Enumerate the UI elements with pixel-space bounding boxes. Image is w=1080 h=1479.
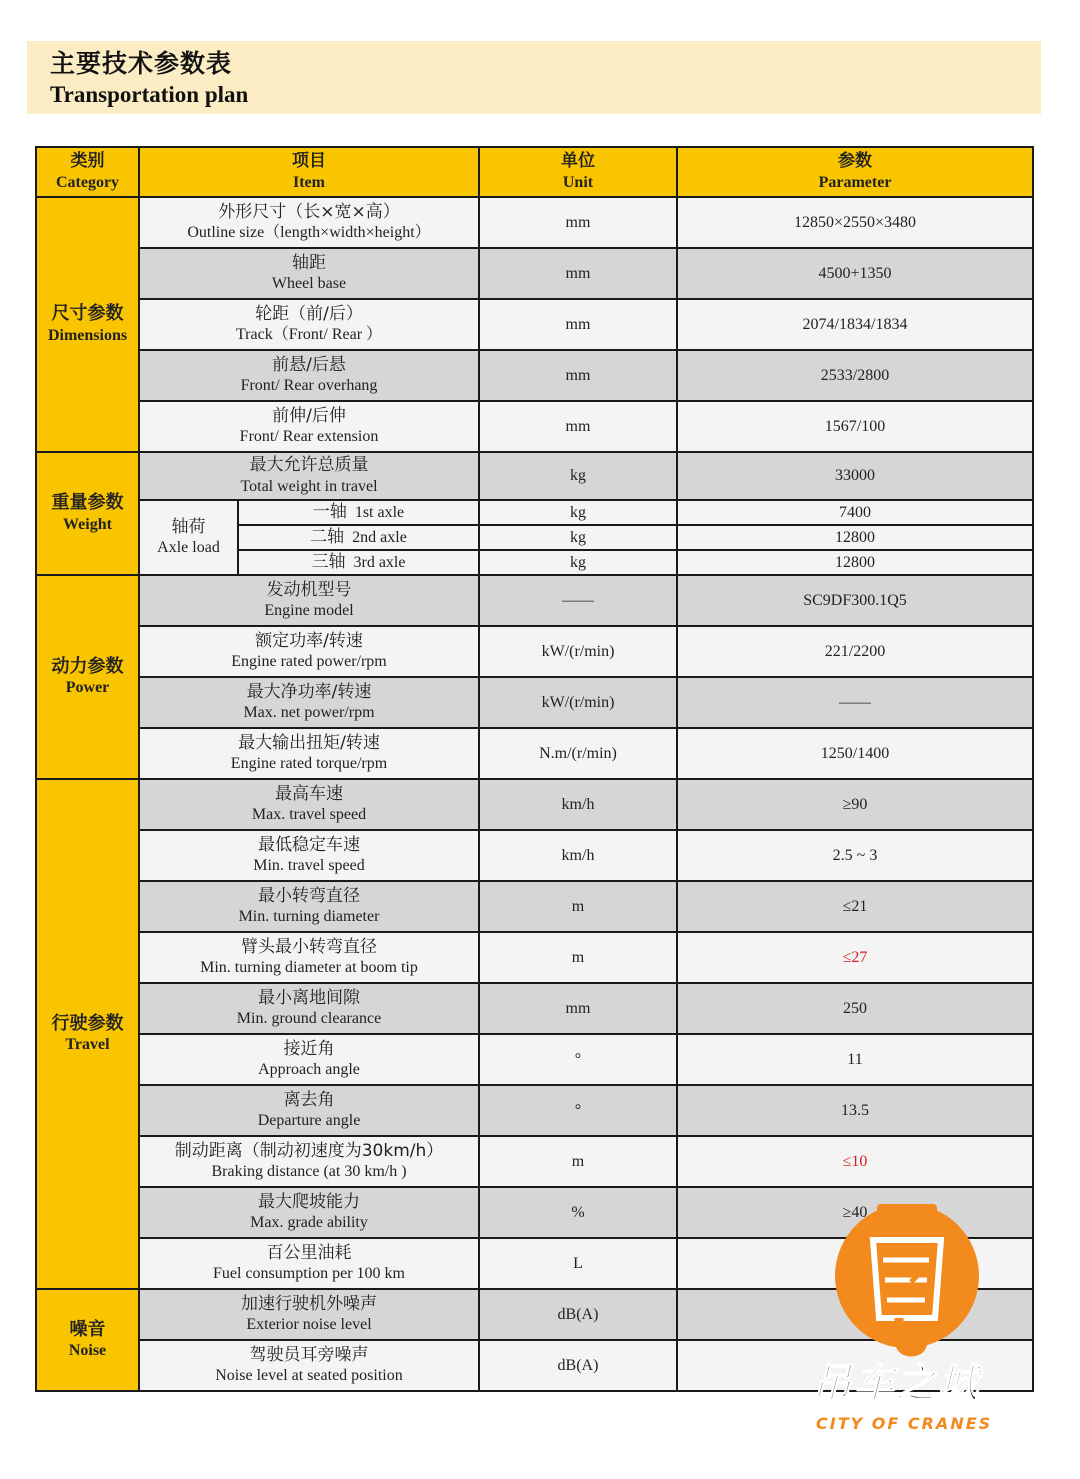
crane-logo-icon xyxy=(825,1200,1025,1450)
item-cell: 臂头最小转弯直径 Min. turning diameter at boom tip xyxy=(139,932,479,983)
value-cell: 33000 xyxy=(677,452,1033,500)
col-header-unit: 单位 Unit xyxy=(479,147,677,197)
value-cell: —— xyxy=(677,677,1033,728)
table-row xyxy=(36,1085,1033,1136)
unit-cell: mm xyxy=(479,299,677,350)
value-cell-highlight: ≤10 xyxy=(677,1136,1033,1187)
unit-cell: % xyxy=(479,1187,677,1238)
item-cell: 前伸/后伸 Front/ Rear extension xyxy=(139,401,479,452)
value-cell: SC9DF300.1Q5 xyxy=(677,575,1033,626)
value-cell: ≥90 xyxy=(677,779,1033,830)
item-cell: 轴距 Wheel base xyxy=(139,248,479,299)
page-title-cn: 主要技术参数表 xyxy=(50,49,233,78)
item-cell: 最小离地间隙 Min. ground clearance xyxy=(139,983,479,1034)
table-row xyxy=(36,500,1033,525)
unit-cell: kg xyxy=(479,550,677,575)
value-cell: 12850×2550×3480 xyxy=(677,197,1033,248)
table-row xyxy=(36,779,1033,830)
table-row xyxy=(36,401,1033,452)
col-header-category: 类别 Category xyxy=(36,147,139,197)
value-cell: ≥40 xyxy=(677,1187,1033,1238)
axle-load-label: 轴荷 Axle load xyxy=(139,500,238,575)
unit-cell: ° xyxy=(479,1085,677,1136)
unit-cell: km/h xyxy=(479,830,677,881)
item-cell: 最大爬坡能力 Max. grade ability xyxy=(139,1187,479,1238)
axle-item: 二轴 2nd axle xyxy=(238,525,479,550)
unit-cell: mm xyxy=(479,401,677,452)
value-cell: 250 xyxy=(677,983,1033,1034)
item-cell: 发动机型号 Engine model xyxy=(139,575,479,626)
table-row xyxy=(36,881,1033,932)
category-weight: 重量参数 Weight xyxy=(36,452,139,575)
unit-cell: m xyxy=(479,932,677,983)
axle-item: 一轴 1st axle xyxy=(238,500,479,525)
value-cell: 4500+1350 xyxy=(677,248,1033,299)
item-cell: 轮距（前/后） Track（Front/ Rear ） xyxy=(139,299,479,350)
value-cell: 1567/100 xyxy=(677,401,1033,452)
unit-cell: L xyxy=(479,1238,677,1289)
unit-cell: kg xyxy=(479,452,677,500)
value-cell: 7400 xyxy=(677,500,1033,525)
page-title-en: Transportation plan xyxy=(50,82,249,107)
table-header-row xyxy=(36,147,1033,197)
value-cell: 2533/2800 xyxy=(677,350,1033,401)
table-row xyxy=(36,197,1033,248)
unit-cell: kg xyxy=(479,500,677,525)
unit-cell: kW/(r/min) xyxy=(479,626,677,677)
unit-cell: km/h xyxy=(479,779,677,830)
item-cell: 最大净功率/转速 Max. net power/rpm xyxy=(139,677,479,728)
item-cell: 接近角 Approach angle xyxy=(139,1034,479,1085)
table-row xyxy=(36,626,1033,677)
table-row xyxy=(36,1034,1033,1085)
item-cell: 额定功率/转速 Engine rated power/rpm xyxy=(139,626,479,677)
value-cell: 221/2200 xyxy=(677,626,1033,677)
table-row xyxy=(36,248,1033,299)
table-row xyxy=(36,575,1033,626)
table-row xyxy=(36,983,1033,1034)
value-cell: 2.5 ~ 3 xyxy=(677,830,1033,881)
unit-cell: mm xyxy=(479,197,677,248)
value-cell-highlight: ≤27 xyxy=(677,932,1033,983)
axle-item: 三轴 3rd axle xyxy=(238,550,479,575)
table-row xyxy=(36,1136,1033,1187)
watermark-brand-en: CITY OF CRANES xyxy=(816,1414,993,1433)
unit-cell: kg xyxy=(479,525,677,550)
unit-cell: m xyxy=(479,881,677,932)
unit-cell: m xyxy=(479,1136,677,1187)
value-cell: 11 xyxy=(677,1034,1033,1085)
value-cell: 1250/1400 xyxy=(677,728,1033,779)
item-cell: 最大输出扭矩/转速 Engine rated torque/rpm xyxy=(139,728,479,779)
item-cell: 制动距离（制动初速度为30km/h） Braking distance (at 30 km/h ) xyxy=(139,1136,479,1187)
unit-cell: dB(A) xyxy=(479,1289,677,1340)
item-cell: 最低稳定车速 Min. travel speed xyxy=(139,830,479,881)
unit-cell: —— xyxy=(479,575,677,626)
item-cell: 最大允许总质量 Total weight in travel xyxy=(139,452,479,500)
category-noise: 噪音 Noise xyxy=(36,1289,139,1391)
unit-cell: ° xyxy=(479,1034,677,1085)
value-cell: 12800 xyxy=(677,525,1033,550)
item-cell: 最高车速 Max. travel speed xyxy=(139,779,479,830)
category-power: 动力参数 Power xyxy=(36,575,139,779)
unit-cell: mm xyxy=(479,248,677,299)
item-cell: 百公里油耗 Fuel consumption per 100 km xyxy=(139,1238,479,1289)
item-cell: 外形尺寸（长×宽×高） Outline size（length×width×height） xyxy=(139,197,479,248)
item-cell: 驾驶员耳旁噪声 Noise level at seated position xyxy=(139,1340,479,1391)
value-cell: ≤21 xyxy=(677,881,1033,932)
value-cell: 12800 xyxy=(677,550,1033,575)
table-row xyxy=(36,299,1033,350)
category-travel: 行驶参数 Travel xyxy=(36,779,139,1289)
watermark-brand-cn: 吊车之城 xyxy=(812,1361,980,1407)
table-row xyxy=(36,677,1033,728)
item-cell: 加速行驶机外噪声 Exterior noise level xyxy=(139,1289,479,1340)
item-cell: 最小转弯直径 Min. turning diameter xyxy=(139,881,479,932)
unit-cell: mm xyxy=(479,350,677,401)
table-row xyxy=(36,728,1033,779)
value-cell: 13.5 xyxy=(677,1085,1033,1136)
col-header-parameter: 参数 Parameter xyxy=(677,147,1033,197)
table-row xyxy=(36,932,1033,983)
table-row xyxy=(36,350,1033,401)
value-cell: 2074/1834/1834 xyxy=(677,299,1033,350)
item-cell: 离去角 Departure angle xyxy=(139,1085,479,1136)
unit-cell: kW/(r/min) xyxy=(479,677,677,728)
unit-cell: N.m/(r/min) xyxy=(479,728,677,779)
item-cell: 前悬/后悬 Front/ Rear overhang xyxy=(139,350,479,401)
unit-cell: mm xyxy=(479,983,677,1034)
unit-cell: dB(A) xyxy=(479,1340,677,1391)
col-header-item: 项目 Item xyxy=(139,147,479,197)
table-row xyxy=(36,452,1033,500)
table-row xyxy=(36,830,1033,881)
category-dimensions: 尺寸参数 Dimensions xyxy=(36,197,139,452)
